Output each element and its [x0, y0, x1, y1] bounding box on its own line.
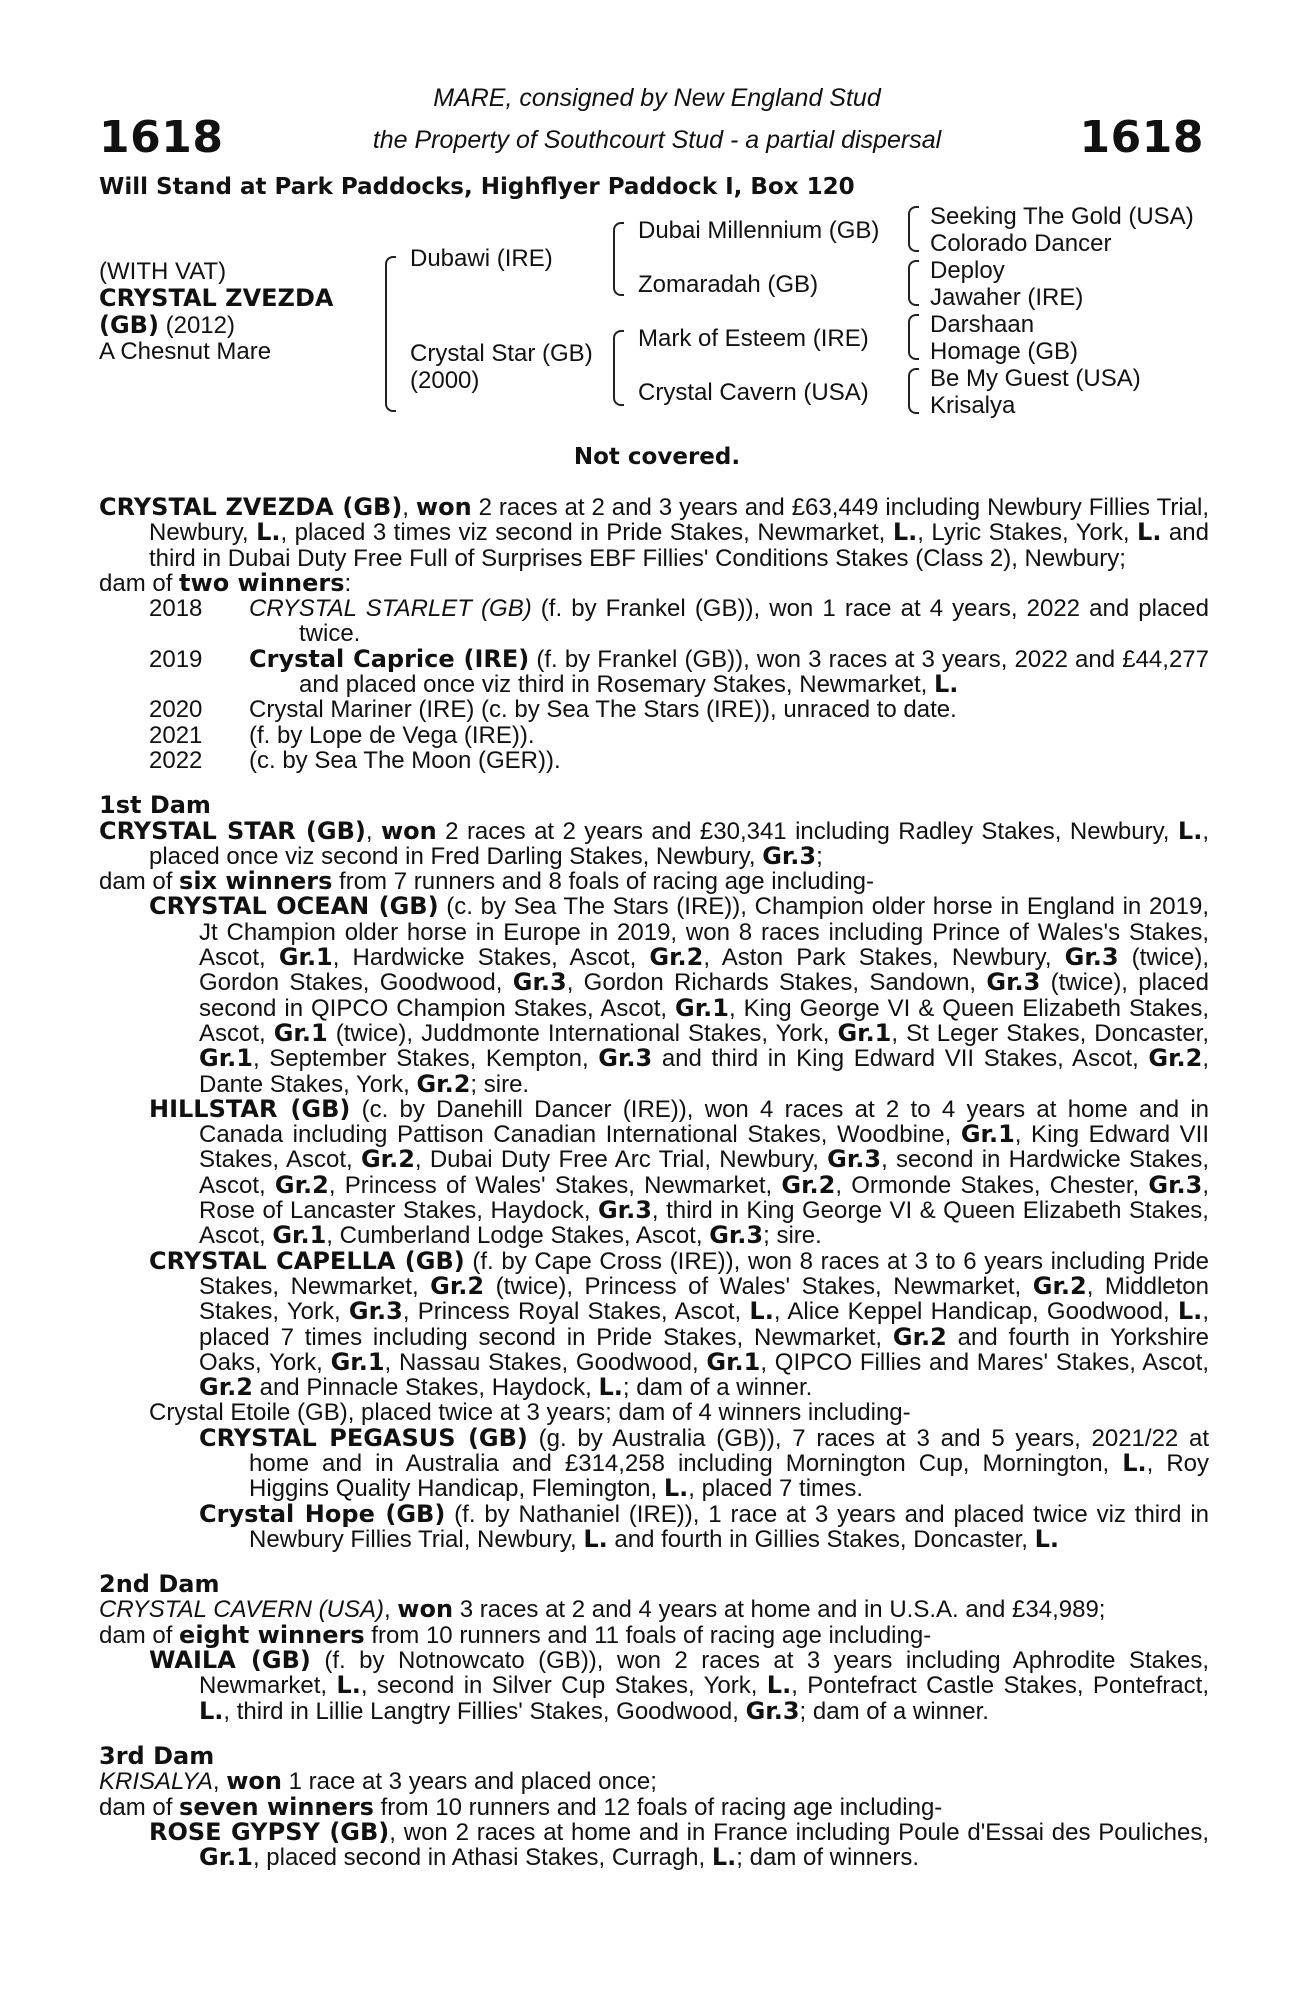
- brace-g4-3: [908, 314, 919, 360]
- second-dam-summary: dam of eight winners from 10 runners and 11 foals of racing age including-: [99, 1620, 932, 1649]
- g4-3: Deploy: [930, 257, 1005, 284]
- brace-g4-4: [908, 368, 919, 414]
- property-line: the Property of Southcourt Stud - a partial dispersal: [372, 126, 942, 154]
- dam-year: (2000): [410, 367, 480, 394]
- first-dam-summary: dam of six winners from 7 runners and 8 foals of racing age including-: [99, 867, 875, 896]
- grand-produce-entry: Crystal Hope (GB) (f. by Nathaniel (IRE)), 1 race at 3 years and placed twice viz third in Newbury Fillies Trial, Newbury, L. and fourth in Gillies Stakes, Doncaster, L.: [199, 1499, 1209, 1553]
- sire: Dubawi (IRE): [410, 245, 553, 272]
- g4-5: Darshaan: [930, 311, 1035, 338]
- second-dam-record: CRYSTAL CAVERN (USA), won 3 races at 2 and 4 years at home and in U.S.A. and £34,989;: [99, 1595, 1106, 1624]
- brace-sire: [613, 222, 624, 296]
- produce-row: 2022 (c. by Sea The Moon (GER)).: [149, 746, 561, 774]
- third-dam-record: KRISALYA, won 1 race at 3 years and placed once;: [99, 1767, 657, 1796]
- vat-note: (WITH VAT): [99, 258, 227, 285]
- horse-origin-year: (GB) (2012): [99, 311, 235, 339]
- catalogue-body: [99, 495, 1209, 1870]
- third-dam-heading: 3rd Dam: [99, 1741, 215, 1770]
- first-dam-record: CRYSTAL STAR (GB), won 2 races at 2 years and £30,341 including Radley Stakes, Newbury, L., placed once viz second in Fred Darling Stakes, Newbury, Gr.3;: [99, 816, 1210, 870]
- stand-location: Will Stand at Park Paddocks, Highflyer Paddock I, Box 120: [99, 174, 855, 200]
- horse-description: A Chesnut Mare: [99, 338, 272, 365]
- lot-number-left: 1618: [99, 112, 224, 163]
- produce-entry: HILLSTAR (GB) (c. by Danehill Dancer (IRE)), won 4 races at 2 to 4 years at home and in Canada including Pattison Canadian International Stakes, Woodbine, Gr.1, King Edward VII Stakes, Ascot, Gr.2, Dubai Duty Free Arc Trial, Newbury, Gr.3, second in Hardwicke Stakes, Ascot, Gr.2, Princess of Wales' Stakes, Newmarket, Gr.2, Ormonde Stakes, Chester, Gr.3, Rose of Lancaster Stakes, Haydock, Gr.3, third in King George VI & Queen Elizabeth Stakes, Ascot, Gr.1, Cumberland Lodge Stakes, Ascot, Gr.3; sire.: [149, 1094, 1210, 1250]
- third-dam-summary: dam of seven winners from 10 runners and 12 foals of racing age including-: [99, 1792, 943, 1821]
- g4-6: Homage (GB): [930, 338, 1079, 365]
- dam-dam: Crystal Cavern (USA): [638, 379, 869, 406]
- g4-2: Colorado Dancer: [930, 230, 1112, 257]
- produce-entry: CRYSTAL CAPELLA (GB) (f. by Cape Cross (IRE)), won 8 races at 3 to 6 years including Pride Stakes, Newmarket, Gr.2 (twice), Princess of Wales' Stakes, Newmarket, Gr.2, Middleton Stakes, York, Gr.3, Princess Royal Stakes, Ascot, L., Alice Keppel Handicap, Goodwood, L., placed 7 times including second in Pride Stakes, Newmarket, Gr.2 and fourth in Yorkshire Oaks, York, Gr.1, Nassau Stakes, Goodwood, Gr.1, QIPCO Fillies and Mares' Stakes, Ascot, Gr.2 and Pinnacle Stakes, Haydock, L.; dam of a winner.: [149, 1246, 1209, 1402]
- sire-dam: Zomaradah (GB): [638, 271, 819, 298]
- sire-sire: Dubai Millennium (GB): [638, 217, 880, 244]
- consignment-line: MARE, consigned by New England Stud: [433, 84, 881, 112]
- produce-row: 2021 (f. by Lope de Vega (IRE)).: [149, 721, 535, 749]
- g4-7: Be My Guest (USA): [930, 365, 1141, 392]
- produce-entry: WAILA (GB) (f. by Notnowcato (GB)), won 2 races at 3 years including Aphrodite Stakes, Newmarket, L., second in Silver Cup Stakes, York, L., Pontefract Castle Stakes, Pontefract, L., third in Lillie Langtry Fillies' Stakes, Goodwood, Gr.3; dam of a winner.: [149, 1646, 1209, 1725]
- produce-row: 2018 CRYSTAL STARLET (GB) (f. by Frankel (GB)), won 1 race at 4 years, 2022 and placed twice.: [149, 595, 1209, 648]
- horse-name: CRYSTAL ZVEZDA: [99, 284, 334, 312]
- dam-of-summary: dam of two winners:: [99, 568, 352, 597]
- coverage-status: Not covered.: [573, 444, 741, 470]
- horse-record: CRYSTAL ZVEZDA (GB), won 2 races at 2 and 3 years and £63,449 including Newbury Fillies Trial, Newbury, L., placed 3 times viz second in Pride Stakes, Newmarket, L., Lyric Stakes, York, L. and third in Dubai Duty Free Full of Surprises EBF Fillies' Conditions Stakes (Class 2), Newbury;: [99, 493, 1210, 572]
- produce-entry: CRYSTAL OCEAN (GB) (c. by Sea The Stars (IRE)), Champion older horse in England in 2019, Jt Champion older horse in Europe in 2019, won 8 races including Prince of Wales's Stakes, Ascot, Gr.1, Hardwicke Stakes, Ascot, Gr.2, Aston Park Stakes, Newbury, Gr.3 (twice), Gordon Stakes, Goodwood, Gr.3, Gordon Richards Stakes, Sandown, Gr.3 (twice), placed second in QIPCO Champion Stakes, Ascot, Gr.1, King George VI & Queen Elizabeth Stakes, Ascot, Gr.1 (twice), Juddmonte International Stakes, York, Gr.1, St Leger Stakes, Doncaster, Gr.1, September Stakes, Kempton, Gr.3 and third in King Edward VII Stakes, Ascot, Gr.2, Dante Stakes, York, Gr.2; sire.: [149, 892, 1210, 1098]
- g4-8: Krisalya: [930, 392, 1016, 419]
- produce-table: [149, 596, 1209, 773]
- produce-entry: Crystal Etoile (GB), placed twice at 3 years; dam of 4 winners including-: [149, 1399, 911, 1427]
- brace-gen1: [385, 256, 396, 412]
- lot-number-right: 1618: [1079, 112, 1204, 163]
- dam-sire: Mark of Esteem (IRE): [638, 325, 869, 352]
- first-dam-heading: 1st Dam: [99, 791, 211, 820]
- produce-row: 2020 Crystal Mariner (IRE) (c. by Sea The Stars (IRE)), unraced to date.: [149, 696, 957, 724]
- brace-g4-2: [908, 260, 919, 306]
- g4-4: Jawaher (IRE): [930, 284, 1084, 311]
- produce-row: 2019 Crystal Caprice (IRE) (f. by Frankel (GB)), won 3 races at 3 years, 2022 and £44,277 and placed once viz third in Rosemary Stakes, Newmarket, L.: [149, 644, 1209, 699]
- g4-1: Seeking The Gold (USA): [930, 203, 1194, 230]
- dam: Crystal Star (GB): [410, 340, 593, 367]
- grand-produce-entry: CRYSTAL PEGASUS (GB) (g. by Australia (GB)), 7 races at 3 and 5 years, 2021/22 at home and in Australia and £314,258 including Mornington Cup, Mornington, L., Roy Higgins Quality Handicap, Flemington, L., placed 7 times.: [199, 1423, 1210, 1503]
- brace-dam: [613, 330, 624, 406]
- second-dam-heading: 2nd Dam: [99, 1570, 220, 1599]
- brace-g4-1: [908, 206, 919, 252]
- produce-entry: ROSE GYPSY (GB), won 2 races at home and in France including Poule d'Essai des Pouliches, Gr.1, placed second in Athasi Stakes, Curragh, L.; dam of winners.: [149, 1817, 1210, 1872]
